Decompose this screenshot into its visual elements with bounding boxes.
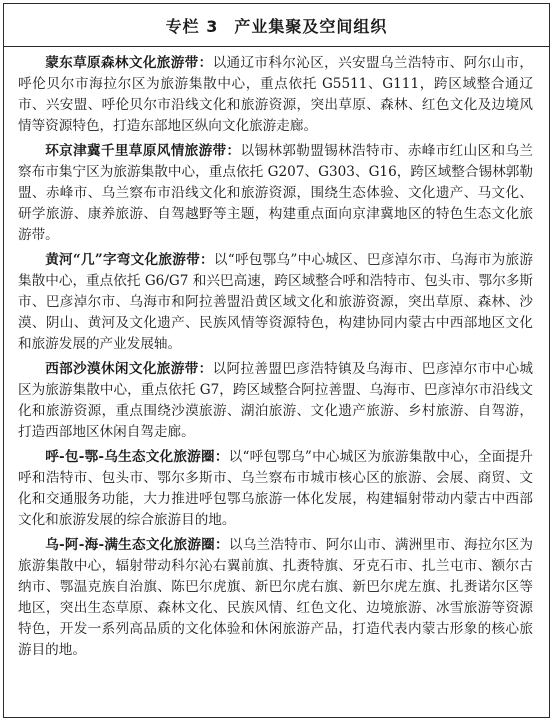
section-text: 以锡林郭勒盟锡林浩特市、赤峰市红山区和乌兰察布市集宁区为旅游集散中心，重点依托 G207、G303、G16，跨区域整合锡林郭勒盟、赤峰市、乌兰察布市沿线文化和旅游资源，围绕生态体验、文化遗产、马文化、研学旅游、康养旅游、自驾越野等主题，构建重点面向京津冀地区的特色生态文化旅游带。	[18, 143, 533, 243]
section-heading: 呼-包-鄂-乌生态文化旅游圈：	[45, 449, 229, 465]
column-title: 产业集聚及空间组织	[234, 16, 388, 36]
section-jingjinji-belt	[18, 141, 533, 246]
section-wuahaiman-circle	[18, 535, 533, 661]
column-title-bar	[4, 4, 549, 47]
section-heading: 西部沙漠休闲文化旅游带：	[45, 361, 213, 377]
section-text: 以“呼包鄂乌”中心城区、巴彦淖尔市、乌海市为旅游集散中心，重点依托 G6/G7 和兴巴高速，跨区域整合呼和浩特市、包头市、鄂尔多斯市、巴彦淖尔市、乌海市和阿拉善盟沿黄区域文化和旅游资源，突出草原、森林、沙漠、阴山、黄河及文化遗产、民族风情等资源特色，构建协同内蒙古中西部地区文化和旅游发展的产业发展轴。	[18, 252, 533, 352]
section-text: 以乌兰浩特市、阿尔山市、满洲里市、海拉尔区为旅游集散中心，辐射带动科尔沁右翼前旗、扎赉特旗、牙克石市、扎兰屯市、额尔古纳市、鄂温克族自治旗、陈巴尔虎旗、新巴尔虎右旗、新巴尔虎左旗、扎赉诺尔区等地区，突出生态草原、森林文化、民族风情、红色文化、边境旅游、冰雪旅游等资源特色，开发一系列高品质的文化体验和休闲旅游产品，打造代表内蒙古形象的核心旅游目的地。	[18, 537, 533, 658]
section-heading: 蒙东草原森林文化旅游带：	[45, 55, 213, 71]
section-heading: 乌-阿-海-满生态文化旅游圈：	[45, 537, 229, 553]
section-hubaoewu-circle	[18, 447, 533, 531]
column-number: 专栏 3	[165, 16, 219, 36]
section-heading: 环京津冀千里草原风情旅游带：	[45, 143, 241, 159]
column-box	[3, 3, 550, 718]
section-mengdong-belt	[18, 53, 533, 137]
section-western-desert-belt	[18, 359, 533, 443]
section-text: 以“呼包鄂乌”中心城区为旅游集散中心，全面提升呼和浩特市、包头市、鄂尔多斯市、乌兰察布市城市核心区的旅游、会展、商贸、文化和交通服务功能，大力推进呼包鄂乌旅游一体化发展，构建辐射带动内蒙古中西部文化和旅游发展的综合旅游目的地。	[18, 449, 533, 528]
section-yellow-river-belt	[18, 250, 533, 355]
column-body	[4, 47, 549, 661]
section-heading: 黄河“几”字弯文化旅游带：	[45, 252, 214, 268]
section-text: 以通辽市科尔沁区，兴安盟乌兰浩特市、阿尔山市，呼伦贝尔市海拉尔区为旅游集散中心，重点依托 G5511、G111，跨区域整合通辽市、兴安盟、呼伦贝尔市沿线文化和旅游资源，突出草原、森林、红色文化及边境风情等资源特色，打造东部地区纵向文化旅游走廊。	[18, 55, 534, 134]
section-text: 以阿拉善盟巴彦浩特镇及乌海市、巴彦淖尔市中心城区为旅游集散中心，重点依托 G7，跨区域整合阿拉善盟、乌海市、巴彦淖尔市沿线文化和旅游资源，重点围绕沙漠旅游、湖泊旅游、文化遗产旅游、乡村旅游、自驾游，打造西部地区休闲自驾走廊。	[18, 361, 534, 440]
